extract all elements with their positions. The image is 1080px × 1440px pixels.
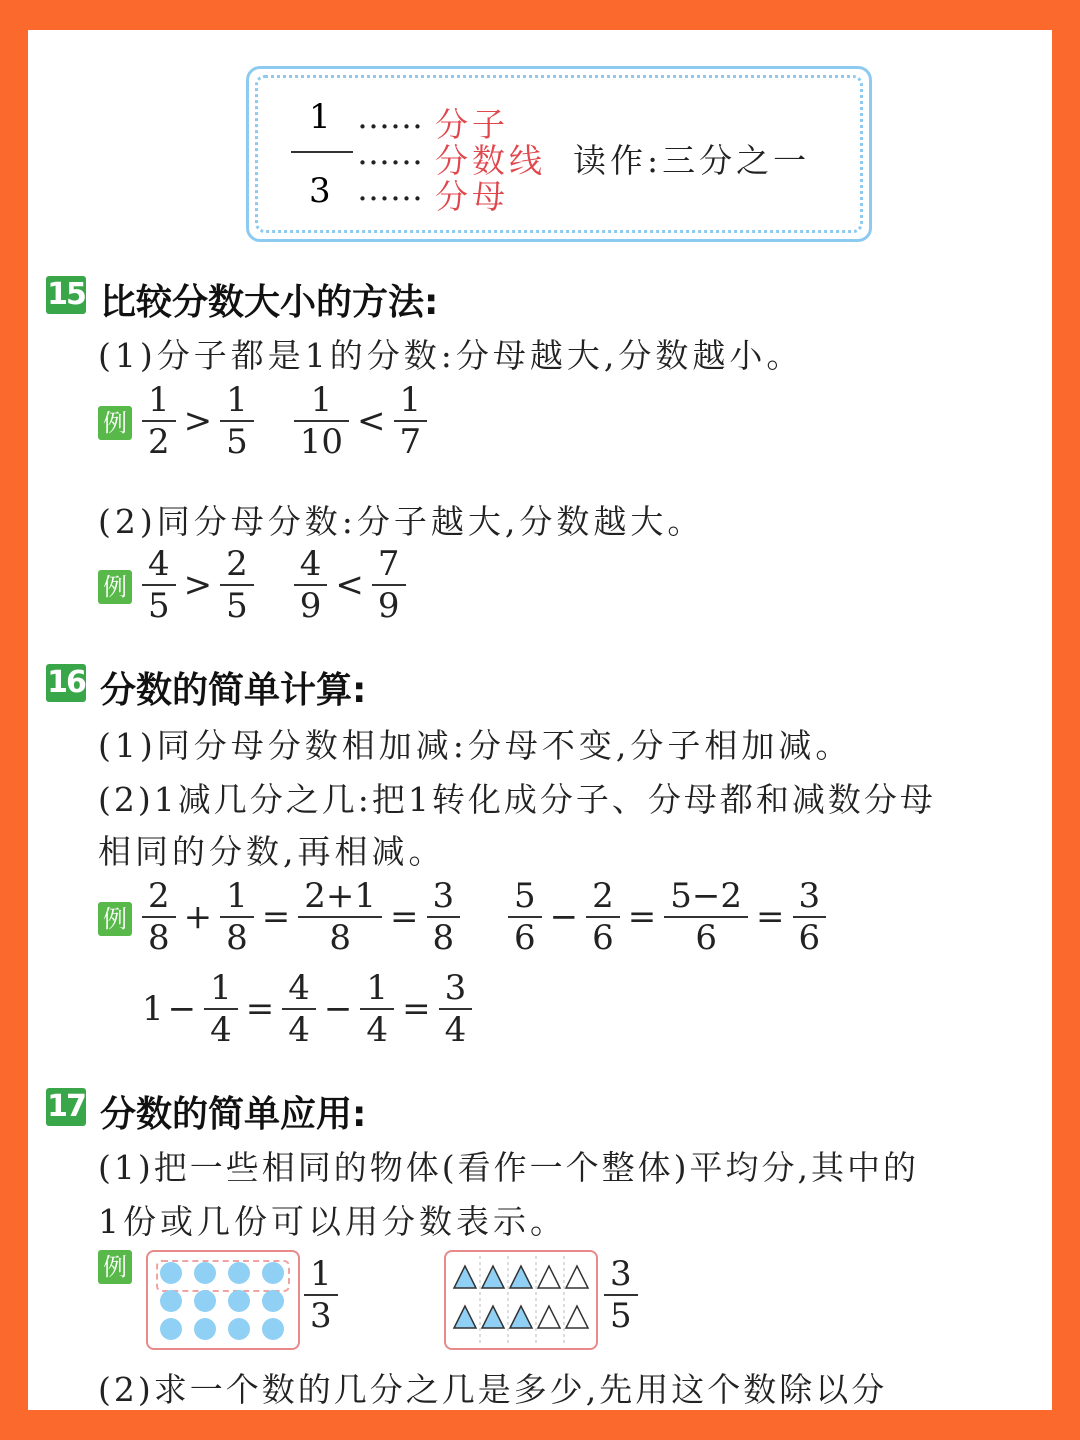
fraction: $\frac{1}{10}$ [294, 380, 349, 462]
fraction-line-label: 分数线 [435, 141, 546, 180]
numerator-label: 分子 [435, 105, 509, 144]
section-title: 比较分数大小的方法: [100, 282, 439, 323]
fraction: $\frac{4}{9}$ [294, 544, 328, 626]
shaded-triangle [510, 1306, 532, 1328]
shaded-triangle [454, 1266, 476, 1288]
comparison-sign: < [335, 565, 364, 605]
picture-fraction: $\frac{1}{3}$ [300, 1254, 342, 1336]
unshaded-triangle [538, 1306, 560, 1328]
example-addition-equation: $\frac{2}{8}$ + $\frac{1}{8}$ = $\frac{2+1}{8}$ = $\frac{3}{8}$ [138, 876, 464, 958]
circle-item [228, 1290, 250, 1312]
unshaded-triangle [566, 1306, 588, 1328]
triangle-group-picture [444, 1250, 598, 1350]
dots: …… [357, 97, 423, 136]
page [28, 30, 1052, 1410]
example-badge: 例 [98, 1250, 132, 1284]
circle-item [160, 1290, 182, 1312]
example-badge: 例 [98, 406, 132, 440]
circle-item [194, 1290, 216, 1312]
shaded-triangle [482, 1266, 504, 1288]
example-one-minus-equation: 1 − $\frac{1}{4}$ = $\frac{4}{4}$ − $\frac{1}{4}$ = $\frac{3}{4}$ [142, 968, 476, 1050]
def-numerator: 1 [309, 97, 331, 137]
circle-item [262, 1290, 284, 1312]
fraction: $\frac{1}{5}$ [220, 380, 254, 462]
unshaded-triangle [538, 1266, 560, 1288]
shaded-triangle [510, 1266, 532, 1288]
circle-item [194, 1318, 216, 1340]
picture-fraction: $\frac{3}{5}$ [600, 1254, 642, 1336]
example-compare-row [138, 380, 431, 462]
section-number-badge: 15 [47, 277, 85, 312]
reading-text: 读作:三分之一 [573, 141, 811, 180]
def-denominator: 3 [309, 171, 331, 211]
rule-text: (1)分子都是1的分数:分母越大,分数越小。 [98, 336, 804, 375]
fraction: $\frac{1}{2}$ [142, 380, 176, 462]
comparison-sign: > [183, 565, 213, 605]
rule-text: (1)同分母分数相加减:分母不变,分子相加减。 [98, 726, 853, 765]
circle-group-picture [146, 1250, 300, 1350]
rule-text: (2)同分母分数:分子越大,分数越大。 [98, 502, 705, 541]
shaded-triangle [482, 1306, 504, 1328]
unshaded-triangle [566, 1266, 588, 1288]
example-badge: 例 [98, 902, 132, 936]
circle-item [228, 1318, 250, 1340]
section-title: 分数的简单计算: [100, 670, 367, 711]
section-number-badge: 17 [47, 1089, 85, 1124]
rule-text: (1)把一些相同的物体(看作一个整体)平均分,其中的 [98, 1148, 919, 1187]
circle-item [194, 1262, 216, 1284]
comparison-sign: < [357, 401, 386, 441]
circle-item [160, 1318, 182, 1340]
fraction: $\frac{1}{7}$ [394, 380, 428, 462]
example-subtraction-equation: $\frac{5}{6}$ − $\frac{2}{6}$ = $\frac{5-2}{6}$ = $\frac{3}{6}$ [504, 876, 830, 958]
example-badge: 例 [98, 570, 132, 604]
section-title: 分数的简单应用: [100, 1094, 367, 1135]
dots: …… [357, 133, 423, 172]
def-fraction-line [291, 151, 353, 153]
denominator-label: 分母 [435, 177, 509, 216]
comparison-sign: > [183, 401, 213, 441]
shaded-triangle [454, 1306, 476, 1328]
circle-item [160, 1262, 182, 1284]
section-number-badge: 16 [47, 665, 85, 700]
rule-text: (2)1减几分之几:把1转化成分子、分母都和减数分母 [98, 780, 936, 819]
triangle-grid [446, 1252, 596, 1348]
dots: …… [357, 169, 423, 208]
fraction: $\frac{2}{5}$ [220, 544, 254, 626]
example-compare-row [138, 544, 410, 626]
rule-text: 相同的分数,再相减。 [98, 832, 446, 871]
rule-text: 1份或几份可以用分数表示。 [98, 1202, 567, 1241]
fraction-definition-box [246, 66, 872, 242]
circle-item [228, 1262, 250, 1284]
circle-item [262, 1262, 284, 1284]
rule-text: (2)求一个数的几分之几是多少,先用这个数除以分 [98, 1370, 888, 1409]
circle-item [262, 1318, 284, 1340]
fraction: $\frac{4}{5}$ [142, 544, 176, 626]
fraction: $\frac{7}{9}$ [372, 544, 406, 626]
